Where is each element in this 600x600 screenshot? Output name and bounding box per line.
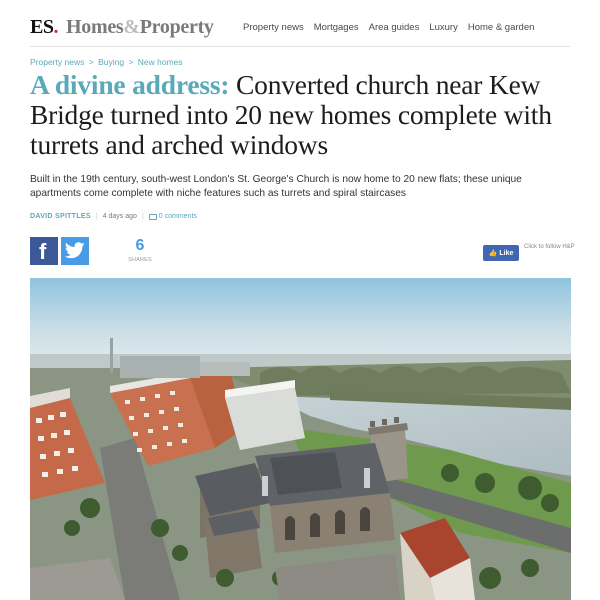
nav-mortgages[interactable]: Mortgages <box>313 22 359 33</box>
byline-divider: | <box>95 213 98 220</box>
breadcrumb-buying[interactable]: Buying <box>98 57 125 67</box>
logo-es-dot: . <box>53 16 58 38</box>
author-link[interactable]: DAVID SPITTLES <box>30 213 91 220</box>
byline-divider: | <box>141 213 144 220</box>
hero-image <box>30 278 571 600</box>
twitter-icon <box>65 242 85 259</box>
share-count-label: SHARES <box>128 257 152 263</box>
nav-luxury[interactable]: Luxury <box>429 22 458 33</box>
facebook-icon: f <box>39 239 47 264</box>
follow-text[interactable]: Click to follow H&P <box>524 244 575 250</box>
logo-amp: & <box>123 16 140 38</box>
article-standfirst: Built in the 19th century, south-west London's St. George's Church is now home to 20 new flats; these unique apartments come complete with niche features such as turrets and spiral staircases <box>30 174 522 199</box>
header-divider <box>30 46 570 47</box>
logo-property: Property <box>139 16 214 38</box>
nav-property-news[interactable]: Property news <box>243 22 304 33</box>
thumbs-up-icon: 👍 <box>488 250 498 257</box>
breadcrumb <box>30 57 183 67</box>
twitter-share-button[interactable] <box>61 237 89 265</box>
breadcrumb-separator: > <box>88 57 94 67</box>
nav-home-garden[interactable]: Home & garden <box>467 22 535 33</box>
published-time: 4 days ago <box>102 213 137 220</box>
main-nav <box>243 22 534 33</box>
homes-property-logo[interactable] <box>66 16 214 39</box>
headline-kicker: A divine address: <box>30 69 230 100</box>
headline-text: Converted church near Kew Bridge turned into 20 new homes complete with turrets and arched windows <box>30 69 552 160</box>
breadcrumb-property-news[interactable]: Property news <box>30 57 85 67</box>
nav-area-guides[interactable]: Area guides <box>368 22 420 33</box>
logo-es-text: ES <box>30 16 54 38</box>
comment-icon[interactable] <box>149 214 157 220</box>
comments-link[interactable]: 0 comments <box>158 213 197 220</box>
byline <box>30 213 197 220</box>
facebook-like-button[interactable] <box>483 245 519 261</box>
site-header <box>0 0 600 52</box>
like-label: Like <box>499 249 514 257</box>
logo-homes: Homes <box>66 16 124 38</box>
breadcrumb-separator: > <box>128 57 134 67</box>
hero-aerial-illustration <box>30 278 571 600</box>
facebook-share-button[interactable] <box>30 237 58 265</box>
article-headline <box>30 70 575 160</box>
breadcrumb-new-homes[interactable]: New homes <box>137 57 183 67</box>
share-count: 6 <box>135 237 145 254</box>
es-logo[interactable] <box>30 16 58 39</box>
